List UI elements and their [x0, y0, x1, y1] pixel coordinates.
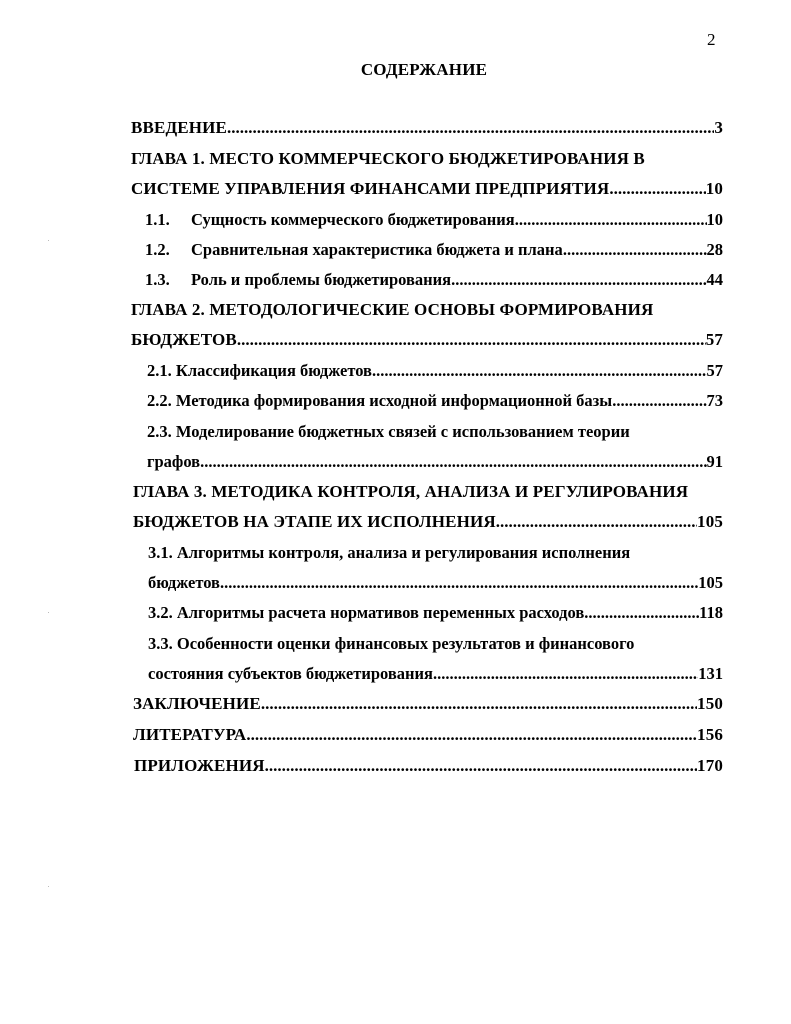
toc-leader-dots: [515, 210, 707, 230]
toc-entry-label: ГЛАВА 3. МЕТОДИКА КОНТРОЛЯ, АНАЛИЗА И РЕГУЛИРОВАНИЯ: [133, 482, 689, 501]
toc-entry-page: 105: [698, 573, 723, 592]
toc-section-3-1-line1[interactable]: [148, 543, 630, 563]
toc-section-2-3-line1[interactable]: [147, 422, 630, 442]
toc-leader-dots: [200, 452, 706, 472]
toc-section-2-3-line2[interactable]: [147, 452, 723, 472]
toc-entry-page: 44: [706, 270, 723, 289]
toc-entry-literature[interactable]: [133, 725, 723, 745]
toc-entry-label: Роль и проблемы бюджетирования: [191, 270, 452, 289]
toc-entry-page: 156: [697, 725, 723, 744]
toc-leader-dots: [227, 118, 714, 138]
toc-entry-page: 57: [706, 361, 723, 380]
scan-speck: [48, 886, 49, 887]
toc-entry-page: 28: [706, 240, 723, 259]
toc-entry-page: 73: [706, 391, 723, 410]
toc-entry-label: ЛИТЕРАТУРА: [133, 725, 247, 744]
toc-entry-label: 3.1. Алгоритмы контроля, анализа и регулирования исполнения: [148, 543, 631, 562]
toc-entry-page: 10: [706, 210, 723, 229]
toc-entry-page: 91: [706, 452, 723, 471]
toc-entry-page: 150: [697, 694, 723, 713]
toc-section-3-3-line2[interactable]: [148, 664, 723, 684]
toc-section-1-3[interactable]: [145, 270, 723, 290]
toc-section-1-2[interactable]: [145, 240, 723, 260]
toc-section-number: 1.1.: [145, 210, 170, 229]
toc-entry-page: 170: [697, 756, 723, 775]
toc-leader-dots: [612, 391, 706, 411]
toc-entry-introduction[interactable]: [131, 118, 723, 138]
toc-section-3-1-line2[interactable]: [148, 573, 723, 593]
toc-chapter-3-heading-line1[interactable]: [133, 482, 688, 502]
toc-entry-label: 3.3. Особенности оценки финансовых результатов и финансового: [148, 634, 635, 653]
page-number: 2: [707, 30, 716, 49]
page-title: СОДЕРЖАНИЕ: [360, 60, 488, 79]
toc-entry-page: 118: [699, 603, 723, 622]
toc-section-3-3-line1[interactable]: [148, 634, 634, 654]
toc-entry-page: 105: [697, 512, 723, 531]
scan-speck: [48, 240, 49, 241]
toc-chapter-2-heading-line1[interactable]: [131, 300, 653, 320]
toc-entry-page: 10: [705, 179, 723, 198]
toc-chapter-1-heading-line2[interactable]: [131, 179, 723, 199]
toc-section-2-1[interactable]: [147, 361, 723, 381]
toc-section-1-1[interactable]: [145, 210, 723, 230]
toc-entry-page: 131: [698, 664, 723, 683]
toc-entry-label: бюджетов: [148, 573, 220, 592]
toc-entry-label: Сравнительная характеристика бюджета и плана: [191, 240, 563, 259]
toc-leader-dots: [584, 603, 699, 623]
toc-entry-label: ПРИЛОЖЕНИЯ: [134, 756, 265, 775]
toc-entry-label: БЮДЖЕТОВ НА ЭТАПЕ ИХ ИСПОЛНЕНИЯ: [133, 512, 496, 531]
toc-section-number: 1.3.: [145, 270, 170, 289]
toc-leader-dots: [433, 664, 698, 684]
toc-leader-dots: [496, 512, 697, 532]
toc-leader-dots: [451, 270, 706, 290]
toc-entry-label: состояния субъектов бюджетирования: [148, 664, 433, 683]
toc-entry-appendices[interactable]: [134, 756, 723, 776]
toc-chapter-2-heading-line2[interactable]: [131, 330, 723, 350]
toc-entry-label: Сущность коммерческого бюджетирования: [191, 210, 515, 229]
toc-chapter-3-heading-line2[interactable]: [133, 512, 723, 532]
toc-entry-page: 57: [705, 330, 723, 349]
toc-entry-label: 2.2. Методика формирования исходной информационной базы: [147, 391, 613, 410]
toc-entry-label: СИСТЕМЕ УПРАВЛЕНИЯ ФИНАНСАМИ ПРЕДПРИЯТИЯ: [131, 179, 610, 198]
toc-leader-dots: [563, 240, 707, 260]
toc-entry-label: БЮДЖЕТОВ: [131, 330, 237, 349]
toc-leader-dots: [609, 179, 705, 199]
scan-speck: [48, 612, 49, 613]
toc-chapter-1-heading-line1[interactable]: [131, 149, 645, 169]
toc-entry-label: 2.3. Моделирование бюджетных связей с использованием теории: [147, 422, 630, 441]
toc-leader-dots: [246, 725, 697, 745]
toc-leader-dots: [237, 330, 706, 350]
toc-entry-label: ВВЕДЕНИЕ: [131, 118, 228, 137]
toc-section-number: 1.2.: [145, 240, 170, 259]
toc-entry-page: 3: [714, 118, 723, 137]
toc-entry-conclusion[interactable]: [133, 694, 723, 714]
toc-leader-dots: [261, 694, 697, 714]
toc-leader-dots: [372, 361, 707, 381]
toc-section-2-2[interactable]: [147, 391, 723, 411]
toc-leader-dots: [220, 573, 698, 593]
toc-entry-label: ЗАКЛЮЧЕНИЕ: [133, 694, 261, 713]
toc-leader-dots: [265, 756, 697, 776]
toc-entry-label: ГЛАВА 1. МЕСТО КОММЕРЧЕСКОГО БЮДЖЕТИРОВАНИЯ В: [131, 149, 645, 168]
toc-entry-label: ГЛАВА 2. МЕТОДОЛОГИЧЕСКИЕ ОСНОВЫ ФОРМИРОВАНИЯ: [131, 300, 654, 319]
toc-entry-label: 2.1. Классификация бюджетов: [147, 361, 372, 380]
toc-entry-label: графов: [147, 452, 201, 471]
toc-section-3-2[interactable]: [148, 603, 723, 623]
toc-entry-label: 3.2. Алгоритмы расчета нормативов переменных расходов: [148, 603, 585, 622]
